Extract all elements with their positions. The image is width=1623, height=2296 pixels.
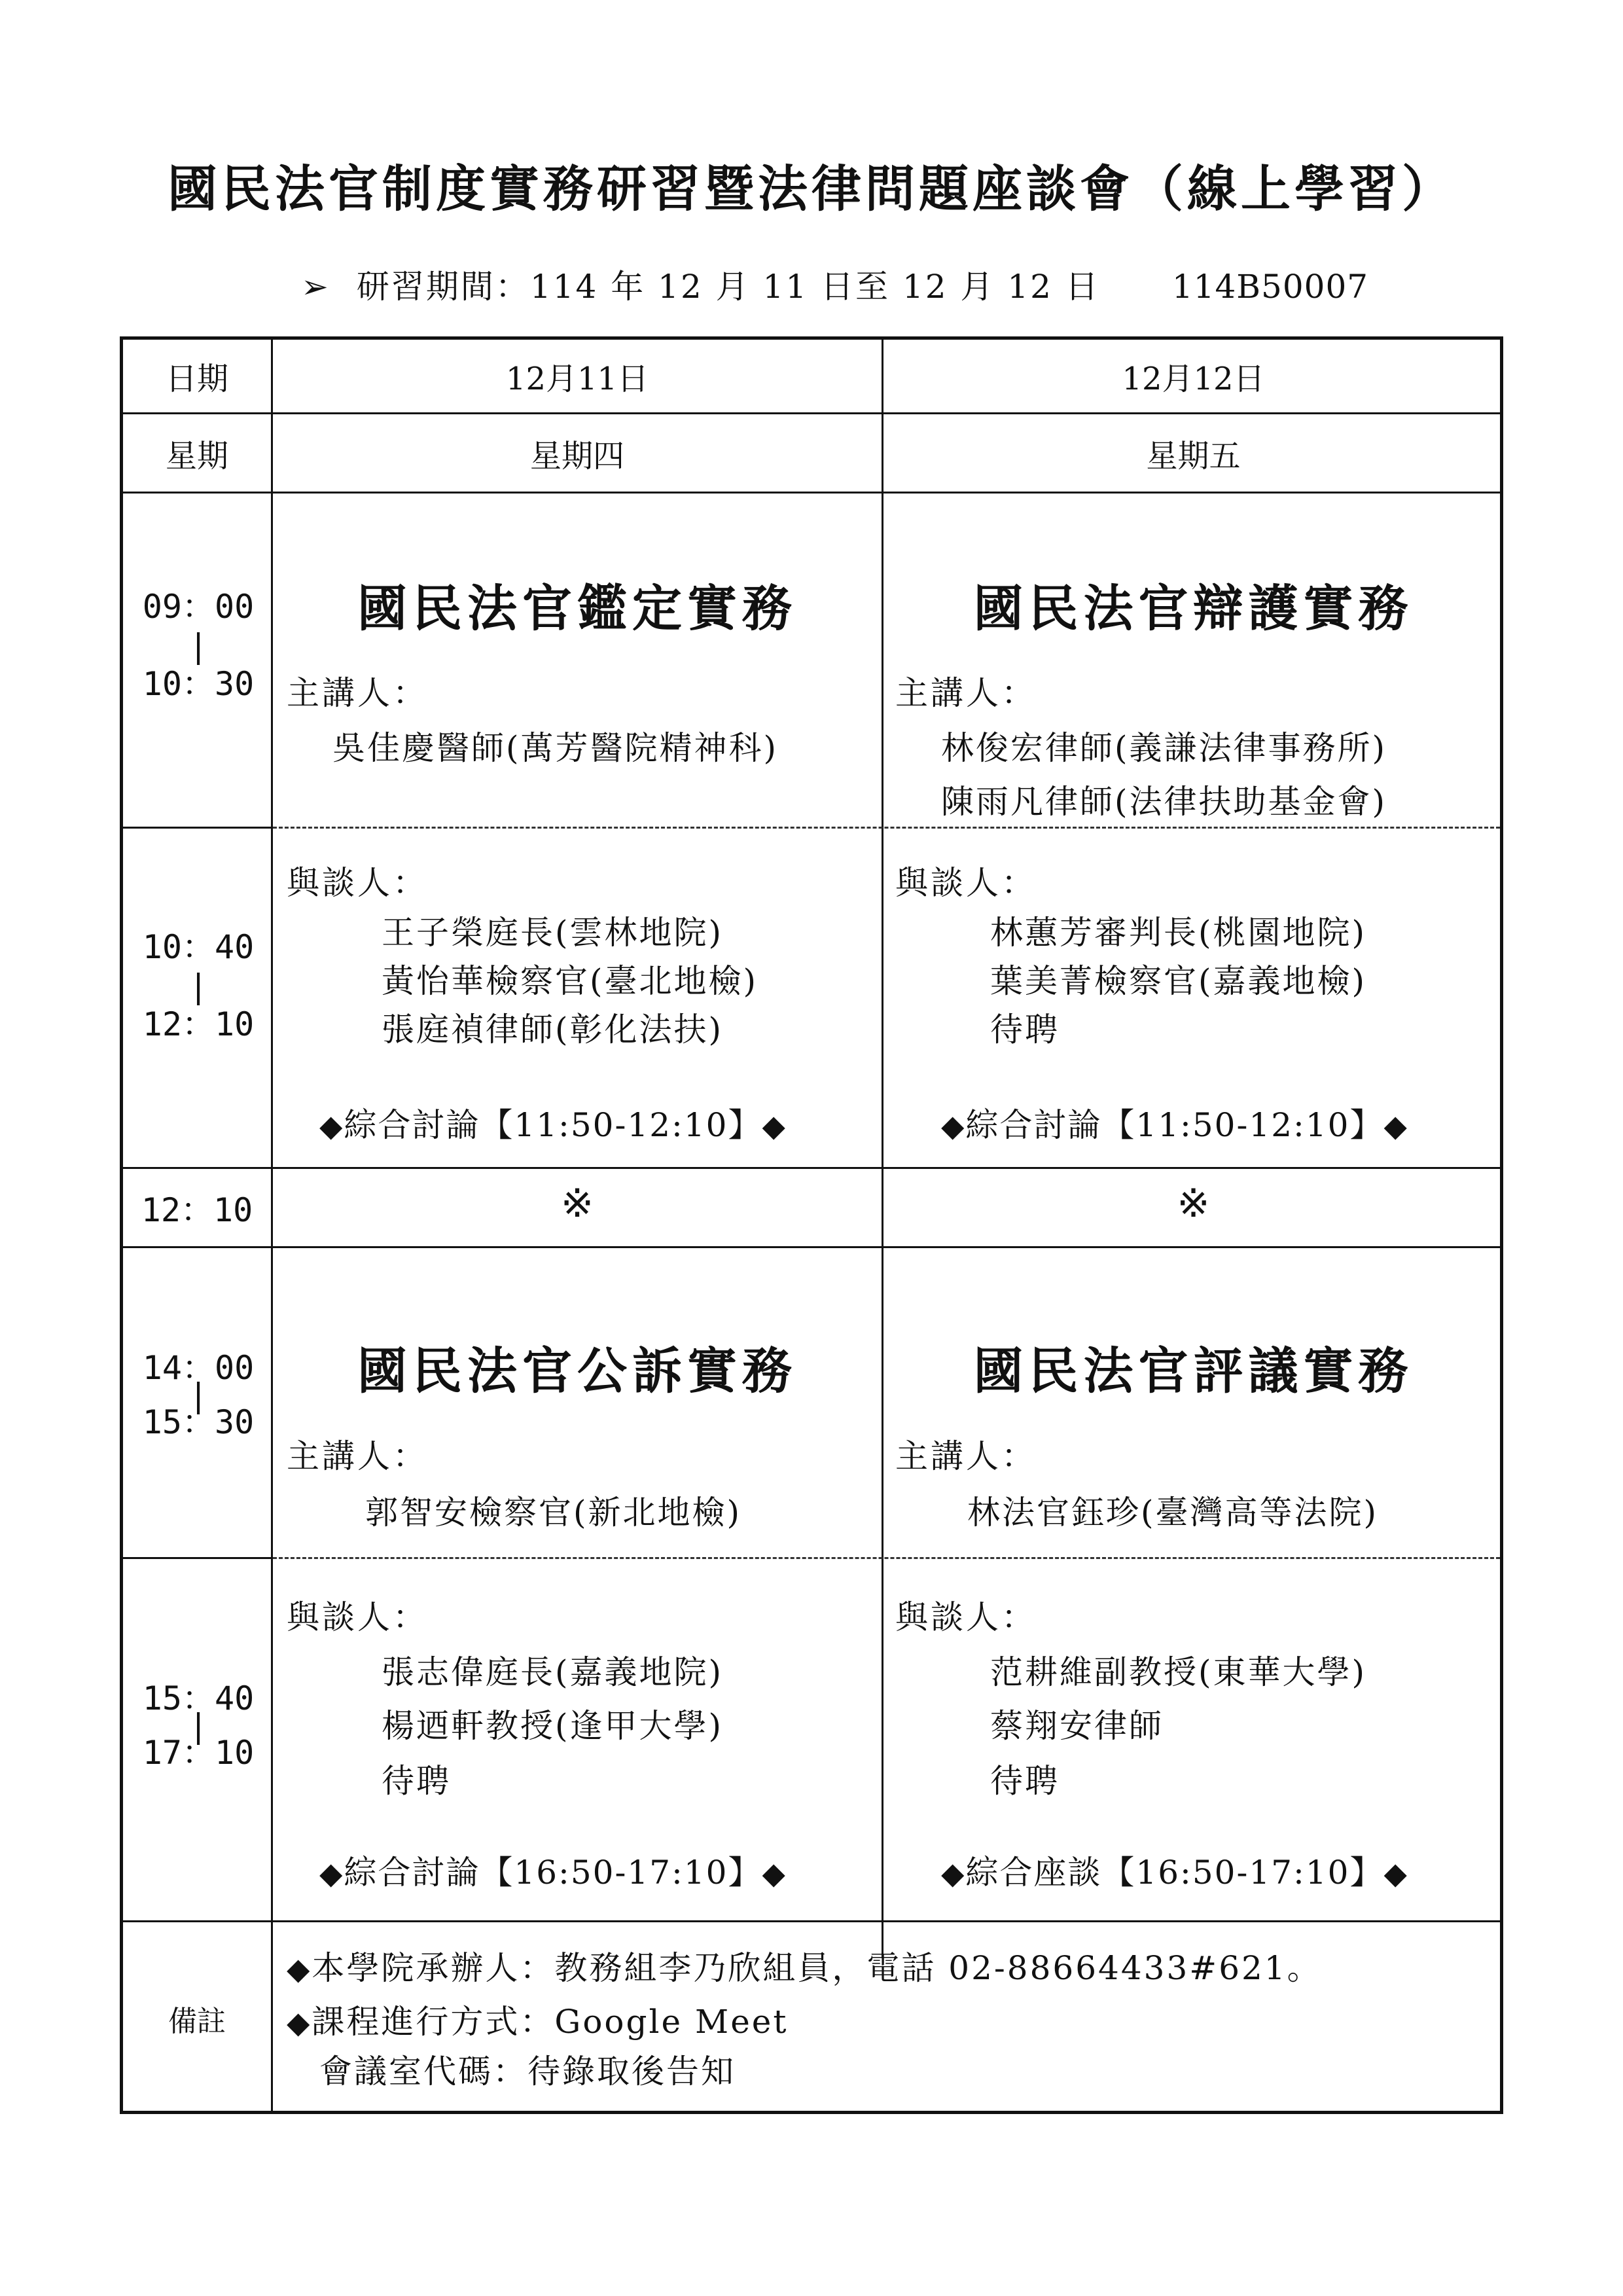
panelist-name: 待聘 <box>990 1762 1060 1800</box>
panel-label: 與談人： <box>895 864 1037 902</box>
diamond-icon: ◆ <box>941 1108 966 1143</box>
speaker-name: 陳雨凡律師(法律扶助基金會) <box>941 783 1387 821</box>
panelist-name: 待聘 <box>990 1011 1060 1049</box>
panelist-name: 王子榮庭長(雲林地院) <box>382 914 724 952</box>
speaker-name: 林俊宏律師(義謙法律事務所) <box>941 729 1387 767</box>
panelist-name: 林蕙芳審判長(桃園地院) <box>990 914 1367 952</box>
discussion-text: 綜合座談【16:50-17:10】 <box>965 1854 1384 1892</box>
diamond-icon: ◆ <box>319 1856 344 1891</box>
discussion-line <box>319 1099 787 1146</box>
time-separator: | <box>192 967 204 1005</box>
time-end: 17：10 <box>142 1733 255 1772</box>
arrow-bullet-icon: ➢ <box>301 268 330 306</box>
notes-label: 備註 <box>168 2004 226 2038</box>
note-contact-text: 本學院承辦人：教務組李乃欣組員，電話 02-88664433#621。 <box>312 1949 1322 1987</box>
note-room-code: 會議室代碼：待錄取後告知 <box>319 2053 736 2090</box>
panelist-name: 蔡翔安律師 <box>990 1707 1164 1745</box>
time-start: 09：00 <box>142 588 255 626</box>
lunch-time: 12：10 <box>141 1191 253 1229</box>
panelist-name: 張庭禎律師(彰化法扶) <box>382 1011 724 1049</box>
diamond-icon: ◆ <box>1383 1856 1408 1891</box>
discussion-text: 綜合討論【11:50-12:10】 <box>965 1106 1384 1144</box>
discussion-text: 綜合討論【11:50-12:10】 <box>344 1106 762 1144</box>
speaker-name: 吳佳慶醫師(萬芳醫院精神科) <box>332 729 779 767</box>
session3-time <box>123 1351 274 1439</box>
session-title-day1-morning: 國民法官鑑定實務 <box>357 579 797 637</box>
day1-weekday: 星期四 <box>529 437 624 475</box>
time-end: 15：30 <box>142 1403 255 1441</box>
speaker-label: 主講人： <box>895 1437 1037 1475</box>
schedule-table <box>120 336 1503 2114</box>
speaker-label: 主講人： <box>287 1437 428 1475</box>
lunch-mark-day2: ※ <box>1177 1181 1210 1227</box>
session4-time <box>123 1681 274 1770</box>
diamond-icon: ◆ <box>762 1108 787 1143</box>
day2-weekday: 星期五 <box>1146 437 1241 475</box>
discussion-text: 綜合討論【16:50-17:10】 <box>344 1854 762 1892</box>
time-separator: | <box>192 1706 204 1745</box>
time-end: 10：30 <box>142 664 255 703</box>
panel-label: 與談人： <box>287 1598 428 1636</box>
day2-date: 12月12日 <box>1122 361 1265 397</box>
diamond-icon: ◆ <box>287 2005 312 2040</box>
panelist-name: 黃怡華檢察官(臺北地檢) <box>382 962 758 1000</box>
note-contact <box>287 1942 1322 1989</box>
lunch-mark-day1: ※ <box>560 1181 594 1227</box>
session-title-day2-afternoon: 國民法官評議實務 <box>973 1342 1414 1400</box>
session-title-day1-afternoon: 國民法官公訴實務 <box>357 1342 797 1400</box>
speaker-label: 主講人： <box>287 674 428 712</box>
session1-time <box>123 588 274 703</box>
day1-date: 12月11日 <box>505 361 649 397</box>
period-text: 研習期間：114 年 12 月 11 日至 12 月 12 日 <box>356 268 1100 306</box>
panel-label: 與談人： <box>895 1598 1037 1636</box>
diamond-icon: ◆ <box>762 1856 787 1891</box>
discussion-line <box>319 1846 787 1893</box>
panelist-name: 待聘 <box>382 1762 451 1800</box>
page-title: 國民法官制度實務研習暨法律問題座談會（線上學習） <box>168 160 1455 218</box>
course-code: 114B50007 <box>1171 268 1369 306</box>
panelist-name: 葉美菁檢察官(嘉義地檢) <box>990 962 1367 1000</box>
panel-label: 與談人： <box>287 864 428 902</box>
time-separator: | <box>192 1376 204 1414</box>
session-title-day2-morning: 國民法官辯護實務 <box>973 579 1414 637</box>
diamond-icon: ◆ <box>1383 1108 1408 1143</box>
time-start: 14：00 <box>142 1349 255 1387</box>
speaker-label: 主講人： <box>895 674 1037 712</box>
date-header: 日期 <box>165 361 228 397</box>
speaker-name: 林法官鈺珍(臺灣高等法院) <box>967 1494 1379 1532</box>
note-method-text: 課程進行方式：Google Meet <box>312 2003 789 2041</box>
time-start: 10：40 <box>142 928 255 966</box>
time-end: 12：10 <box>142 1005 255 1043</box>
diamond-icon: ◆ <box>319 1108 344 1143</box>
time-start: 15：40 <box>142 1679 255 1717</box>
speaker-name: 郭智安檢察官(新北地檢) <box>365 1494 742 1532</box>
diamond-icon: ◆ <box>941 1856 966 1891</box>
weekday-header: 星期 <box>165 437 228 475</box>
panelist-name: 張志偉庭長(嘉義地院) <box>382 1653 724 1691</box>
discussion-line <box>941 1846 1408 1893</box>
diamond-icon: ◆ <box>287 1951 312 1986</box>
panelist-name: 范耕維副教授(東華大學) <box>990 1653 1367 1691</box>
training-period <box>301 260 1368 308</box>
panelist-name: 楊迺軒教授(逢甲大學) <box>382 1707 724 1745</box>
discussion-line <box>941 1099 1408 1146</box>
session2-time <box>123 929 274 1043</box>
note-method <box>287 1996 789 2043</box>
time-separator: | <box>192 626 204 665</box>
